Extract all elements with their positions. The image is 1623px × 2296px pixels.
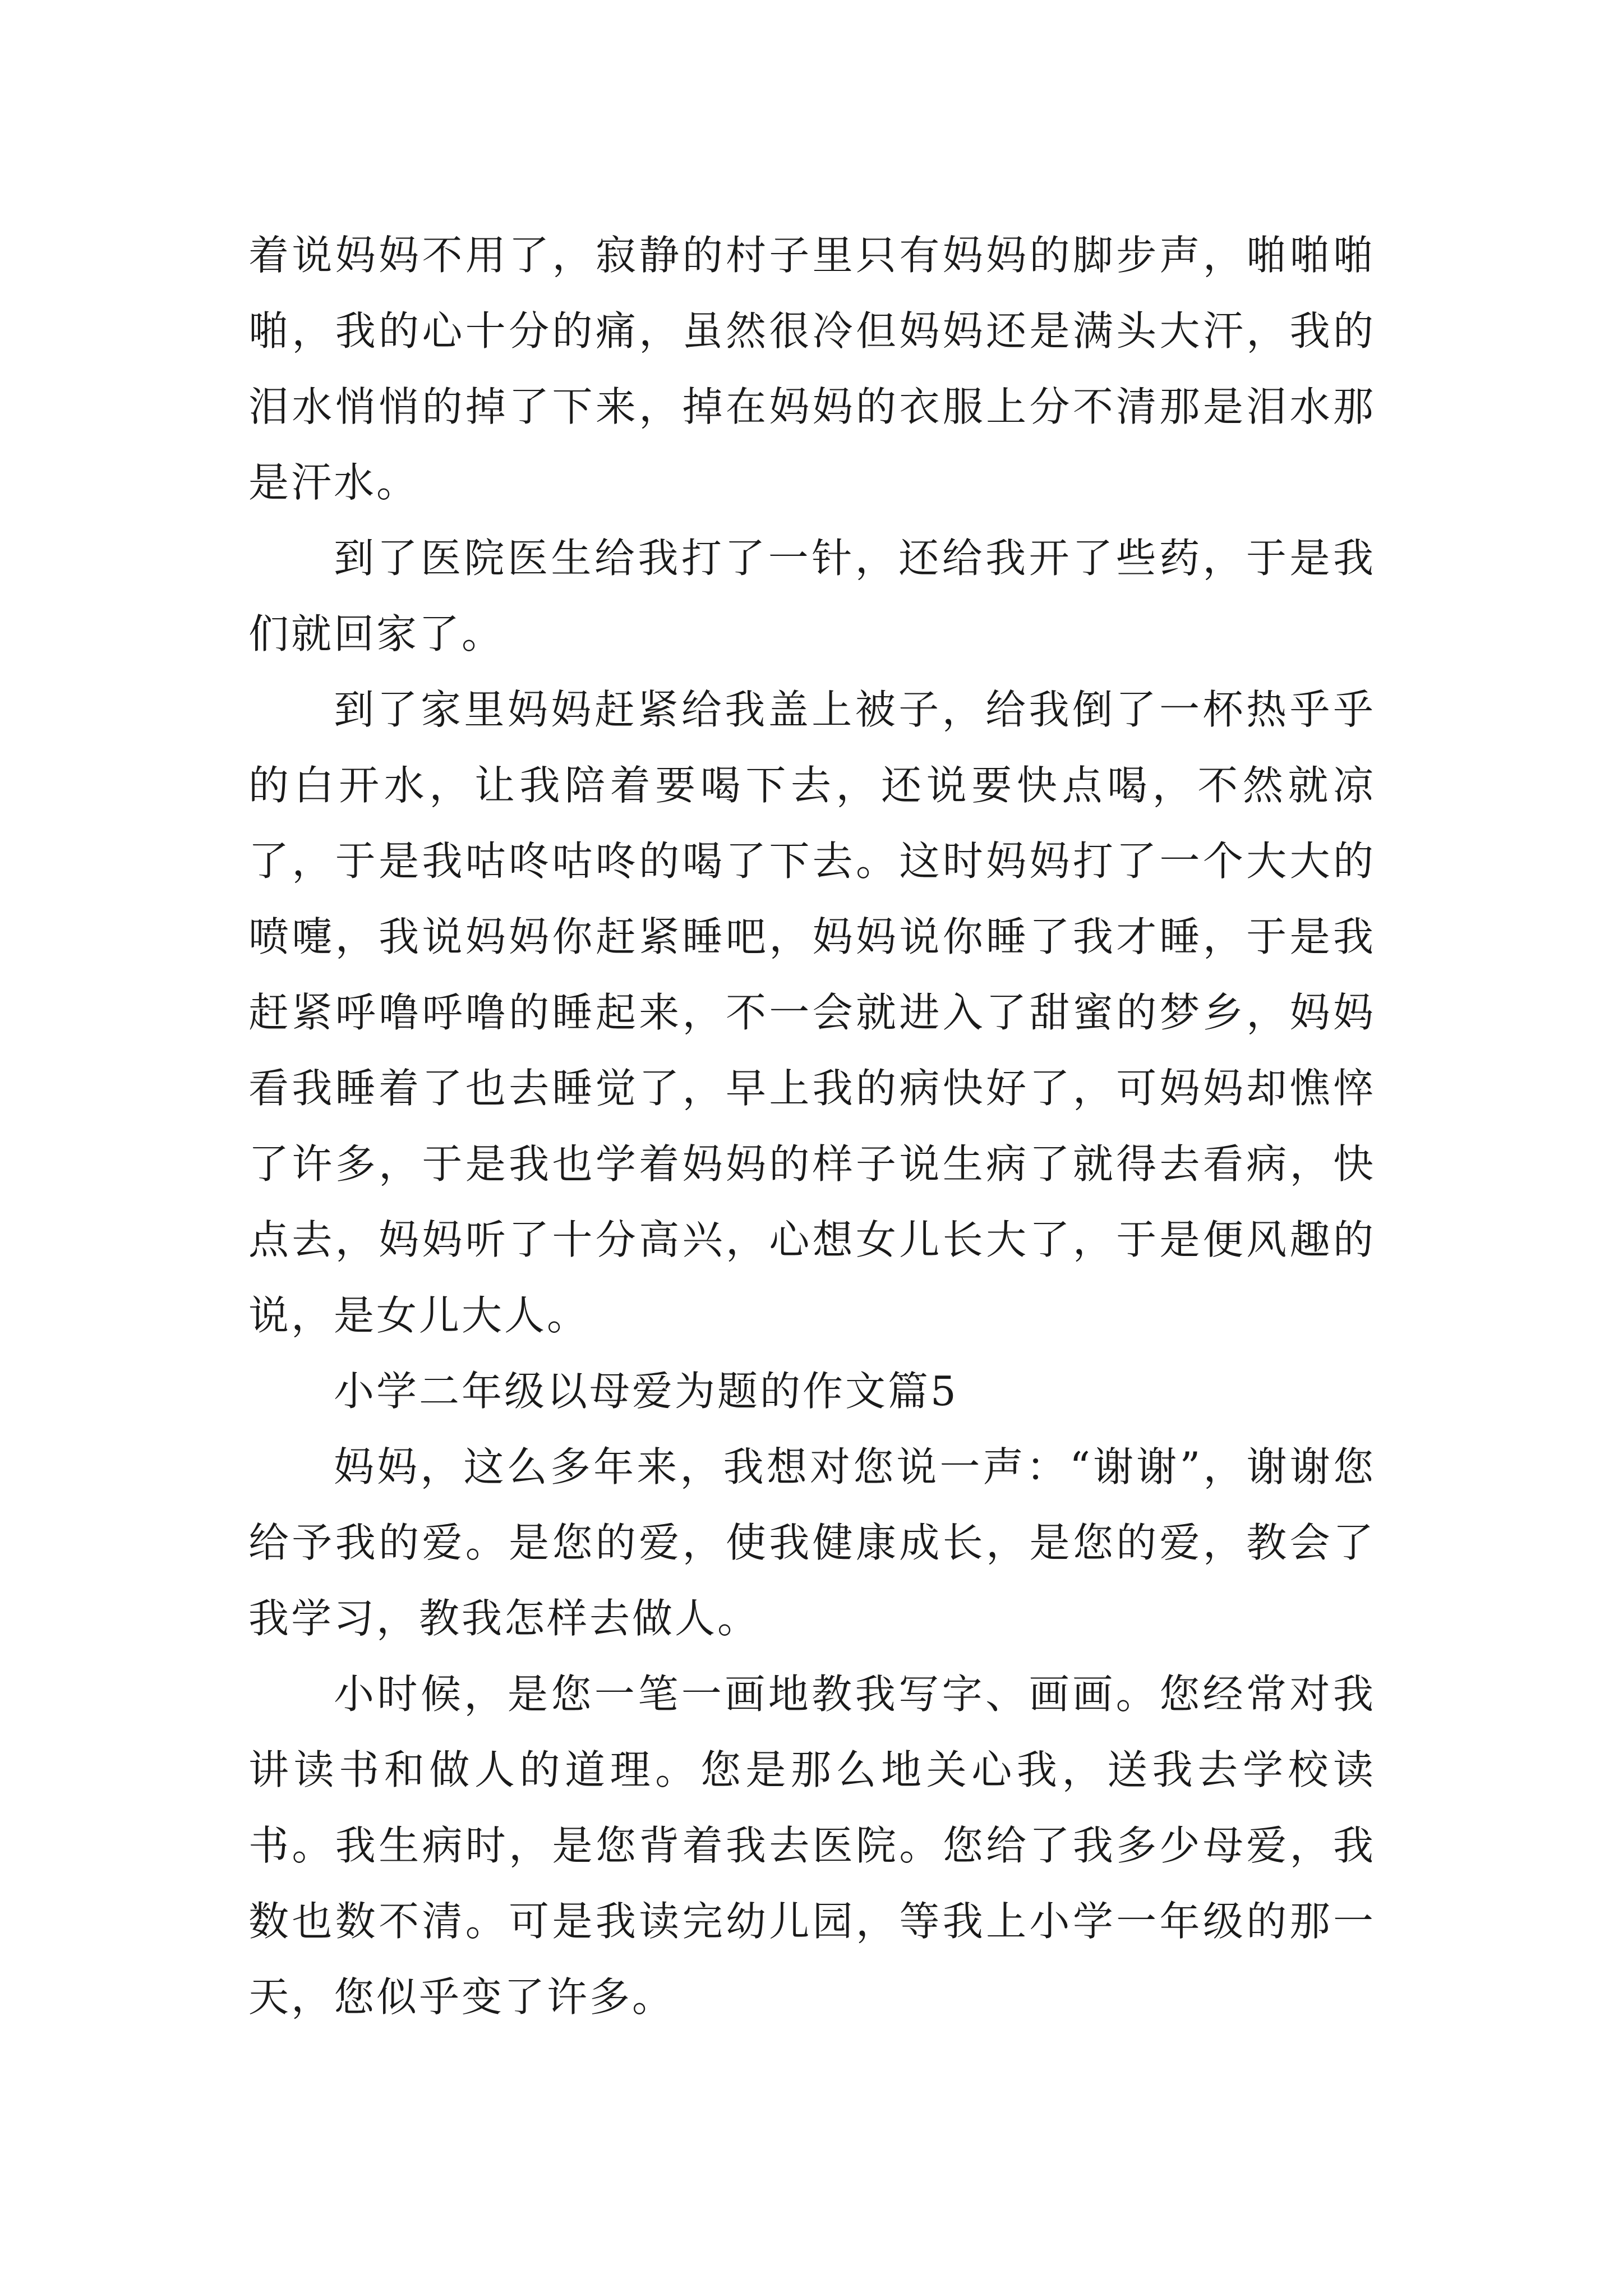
document-body xyxy=(248,218,1376,2035)
paragraph: 着说妈妈不用了，寂静的村子里只有妈妈的脚步声，啪啪啪啪，我的心十分的痛，虽然很冷但妈妈还是满头大汗，我的泪水悄悄的掉了下来，掉在妈妈的衣服上分不清那是泪水那是汗水。 xyxy=(248,232,1376,506)
paragraph: 到了家里妈妈赶紧给我盖上被子，给我倒了一杯热乎乎的白开水，让我陪着要喝下去，还说要快点喝，不然就凉了，于是我咕咚咕咚的喝了下去。这时妈妈打了一个大大的喷嚏，我说妈妈你赶紧睡吧，妈妈说你睡了我才睡，于是我赶紧呼噜呼噜的睡起来，不一会就进入了甜蜜的梦乡，妈妈看我睡着了也去睡觉了，早上我的病快好了，可妈妈却憔悴了许多，于是我也学着妈妈的样子说生病了就得去看病，快点去，妈妈听了十分高兴，心想女儿长大了，于是便风趣的说，是女儿大人。 xyxy=(248,686,1376,1339)
section-heading: 小学二年级以母爱为题的作文篇5 xyxy=(334,1368,958,1415)
paragraph: 到了医院医生给我打了一针，还给我开了些药，于是我们就回家了。 xyxy=(248,535,1376,657)
paragraph: 小时候，是您一笔一画地教我写字、画画。您经常对我讲读书和做人的道理。您是那么地关心我，送我去学校读书。我生病时，是您背着我去医院。您给了我多少母爱，我数也数不清。可是我读完幼儿园，等我上小学一年级的那一天，您似乎变了许多。 xyxy=(248,1671,1376,2021)
paragraph: 妈妈，这么多年来，我想对您说一声：“谢谢”，谢谢您给予我的爱。是您的爱，使我健康成长，是您的爱，教会了我学习，教我怎样去做人。 xyxy=(248,1443,1376,1642)
